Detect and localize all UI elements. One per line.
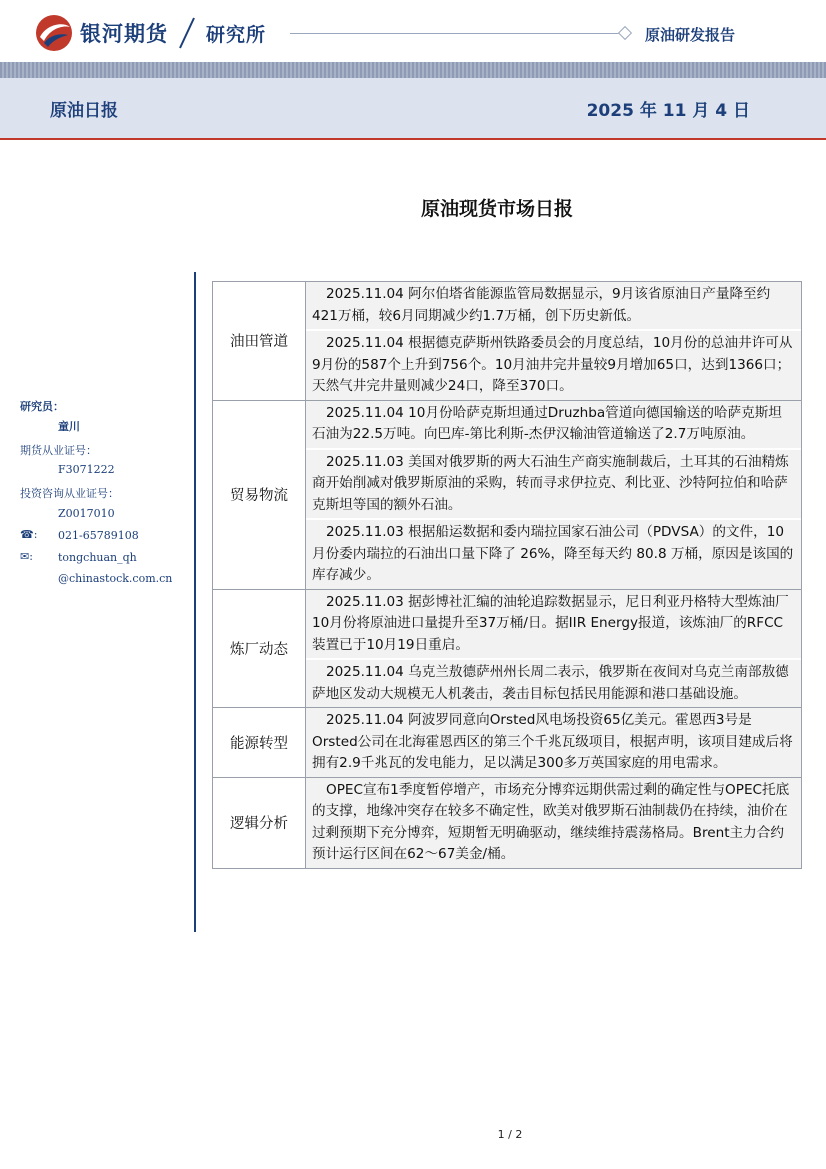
content-cell: [306, 400, 802, 589]
news-entry: 2025.11.03 据彭博社汇编的油轮追踪数据显示，尼日利亚丹格特大型炼油厂10月份将原油进口量提升至37万桶/日。据IIR Energy报道，该炼油厂的RFCC装置已于10月19日重启。: [306, 590, 801, 661]
category-cell: 炼厂动态: [213, 589, 306, 708]
email-address-line2[interactable]: @chinastock.com.cn: [58, 572, 173, 585]
news-entry: 2025.11.04 根据德克萨斯州铁路委员会的月度总结，10月份的总油井许可从9月份的587个上升到756个。10月油井完井量较9月增加65口，达到1366口；天然气井完井量则减少24口，降至370口。: [306, 331, 801, 400]
report-type: 原油研发报告: [645, 26, 736, 44]
email-icon: ✉:: [20, 550, 33, 563]
news-entry: OPEC宣布1季度暂停增产，市场充分博弈远期供需过剩的确定性与OPEC托底的支撑，地缘冲突存在较多不确定性，欧美对俄罗斯石油制裁仍在持续，油价在过剩预期下充分博弈，短期暂无明确驱动，继续维持震荡格局。Brent主力合约预计运行区间在62～67美金/桶。: [306, 778, 801, 868]
news-entry: 2025.11.03 根据船运数据和委内瑞拉国家石油公司（PDVSA）的文件，10 月份委内瑞拉的石油出口量下降了 26%，降至每天约 80.8 万桶，原因是该国的库存减少。: [306, 520, 801, 589]
market-news-table: [212, 281, 802, 869]
banner-title: 原油日报: [50, 101, 118, 121]
researcher-name: 童川: [58, 420, 80, 433]
page-title: [0, 194, 826, 221]
page-number: [0, 1128, 826, 1141]
email-address-line1[interactable]: tongchuan_qh: [58, 551, 137, 564]
content-cell: [306, 777, 802, 868]
news-entry: 2025.11.04 10月份哈萨克斯坦通过Druzhba管道向德国输送的哈萨克斯坦石油为22.5万吨。向巴库-第比利斯-杰伊汉输油管道输送了2.7万吨原油。: [306, 401, 801, 450]
diamond-icon: [618, 26, 632, 40]
news-entry: 2025.11.04 阿波罗同意向Orsted风电场投资65亿美元。霍恩西3号是Orsted公司在北海霍恩西区的第三个千兆瓦级项目，根据声明，该项目建成后将拥有2.9千兆瓦的发电能力，足以满足300多万英国家庭的用电需求。: [306, 708, 801, 777]
divider-slash: [176, 16, 198, 50]
futures-cert-number: F3071222: [58, 463, 115, 476]
page-number-text: 1 / 2: [497, 1128, 523, 1141]
page-title-text: 原油现货市场日报: [420, 198, 573, 220]
category-cell: 油田管道: [213, 282, 306, 401]
advisory-cert-number: Z0017010: [58, 507, 115, 520]
table-row: [213, 777, 802, 868]
institute-name: 研究所: [206, 23, 267, 46]
news-entry: 2025.11.04 乌克兰敖德萨州州长周二表示，俄罗斯在夜间对乌克兰南部敖德萨地区发动大规模无人机袭击，袭击目标包括民用能源和港口基础设施。: [306, 660, 801, 707]
report-date: 2025 年 11 月 4 日: [586, 101, 750, 121]
header-logo: [34, 12, 266, 54]
brand-name: 银河期货: [80, 22, 168, 46]
content-cell: [306, 589, 802, 708]
category-cell: 能源转型: [213, 708, 306, 778]
header-band: [0, 62, 826, 78]
galaxy-logo-icon: [34, 13, 74, 53]
researcher-label: 研究员：: [20, 400, 64, 413]
title-banner: [0, 78, 826, 140]
table-row: [213, 400, 802, 589]
news-entry: 2025.11.03 美国对俄罗斯的两大石油生产商实施制裁后，土耳其的石油精炼商开始削减对俄罗斯原油的采购，转而寻求伊拉克、利比亚、沙特阿拉伯和哈萨克斯坦等国的额外石油。: [306, 450, 801, 521]
phone-number: 021-65789108: [58, 529, 139, 542]
content-cell: [306, 282, 802, 401]
table-row: [213, 282, 802, 401]
content-cell: [306, 708, 802, 778]
category-cell: 逻辑分析: [213, 777, 306, 868]
advisory-cert-label: 投资咨询从业证号：: [20, 487, 119, 500]
table-row: [213, 708, 802, 778]
phone-icon: ☎:: [20, 528, 38, 541]
header-rule: [290, 33, 626, 34]
news-entry: 2025.11.04 阿尔伯塔省能源监管局数据显示，9月该省原油日产量降至约421万桶，较6月同期减少约1.7万桶，创下历史新低。: [306, 282, 801, 331]
sidebar-divider: [194, 272, 196, 932]
table-row: [213, 589, 802, 708]
futures-cert-label: 期货从业证号：: [20, 444, 97, 457]
category-cell: 贸易物流: [213, 400, 306, 589]
